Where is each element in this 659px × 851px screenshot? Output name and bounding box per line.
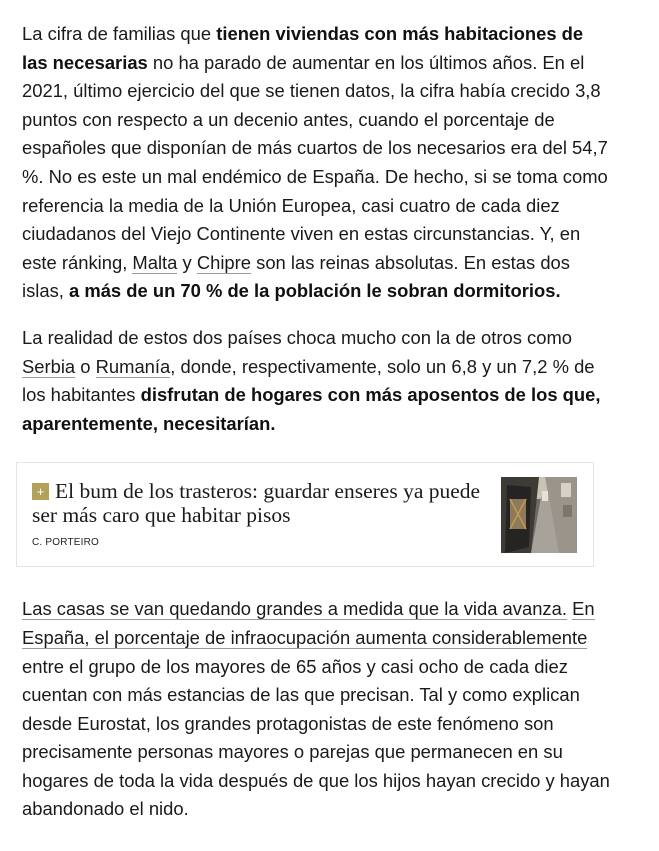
related-article-card[interactable] — [16, 462, 594, 567]
plus-icon: + — [32, 483, 49, 500]
bold-highlight: a más de un 70 % de la población le sobran dormitorios. — [69, 280, 561, 302]
text-span: , donde, respectivamente, solo un 6,8 y un 7,2 % de los habitantes — [22, 355, 595, 406]
text-span: entre el grupo de los mayores de 65 años y casi ocho de cada diez cuentan con más estancias de las que precisan. Tal y como explican desde Eurostat, los grandes protagonistas de este fenómeno son precisamente personas mayores o parejas que permanecen en su hogares de toda la vida después de que los hijos hayan crecido y hayan abandonado el nido. — [22, 655, 610, 820]
text-span: no ha parado de aumentar en los últimos años. En el 2021, último ejercicio del que se tienen datos, la cifra había crecido 3,8 puntos con respecto a un decenio antes, cuando el porcentaje de españoles que disponían de más cuartos de los necesarios era del 54,7 %. No es este un mal endémico de España. De hecho, si se toma como referencia la media de la Unión Europea, casi cuatro de cada diez ciudadanos del Viejo Continente viven en estas circunstancias. Y, en este ránking, — [22, 51, 608, 273]
text-span: son las reinas absolutas. En estas dos islas, — [22, 251, 570, 302]
article-body — [22, 20, 612, 824]
link-malta[interactable]: Malta — [132, 251, 178, 273]
bold-highlight: tienen viviendas con más habitaciones de las necesarias — [22, 23, 584, 73]
paragraph-3 — [22, 595, 612, 824]
paragraph-1 — [22, 20, 612, 306]
related-article-title[interactable] — [32, 479, 482, 527]
related-article-thumbnail[interactable] — [501, 477, 577, 553]
text-span: La cifra de familias que — [22, 23, 217, 44]
text-span: y — [177, 251, 197, 273]
related-article-author: C. PORTEIRO — [32, 537, 100, 549]
paragraph-2 — [22, 324, 612, 438]
bold-highlight: disfrutan de hogares con más aposentos de los que, aparentemente, necesitarían. — [22, 384, 601, 434]
link-casas-grandes[interactable]: Las casas se van quedando grandes a medida que la vida avanza. — [22, 598, 567, 620]
link-rumania[interactable]: Rumanía — [95, 355, 171, 377]
text-span: La realidad de estos dos países choca mucho con la de otros como — [22, 326, 573, 348]
link-infraocupacion[interactable]: En España, el porcentaje de infraocupación aumenta considerablemente — [22, 598, 595, 648]
street-photo-icon — [501, 477, 577, 553]
related-title-text[interactable]: El bum de los trasteros: guardar enseres ya puede ser más caro que habitar pisos — [32, 479, 481, 528]
link-serbia[interactable]: Serbia — [22, 355, 76, 377]
text-span: o — [75, 355, 96, 377]
link-chipre[interactable]: Chipre — [196, 251, 252, 273]
